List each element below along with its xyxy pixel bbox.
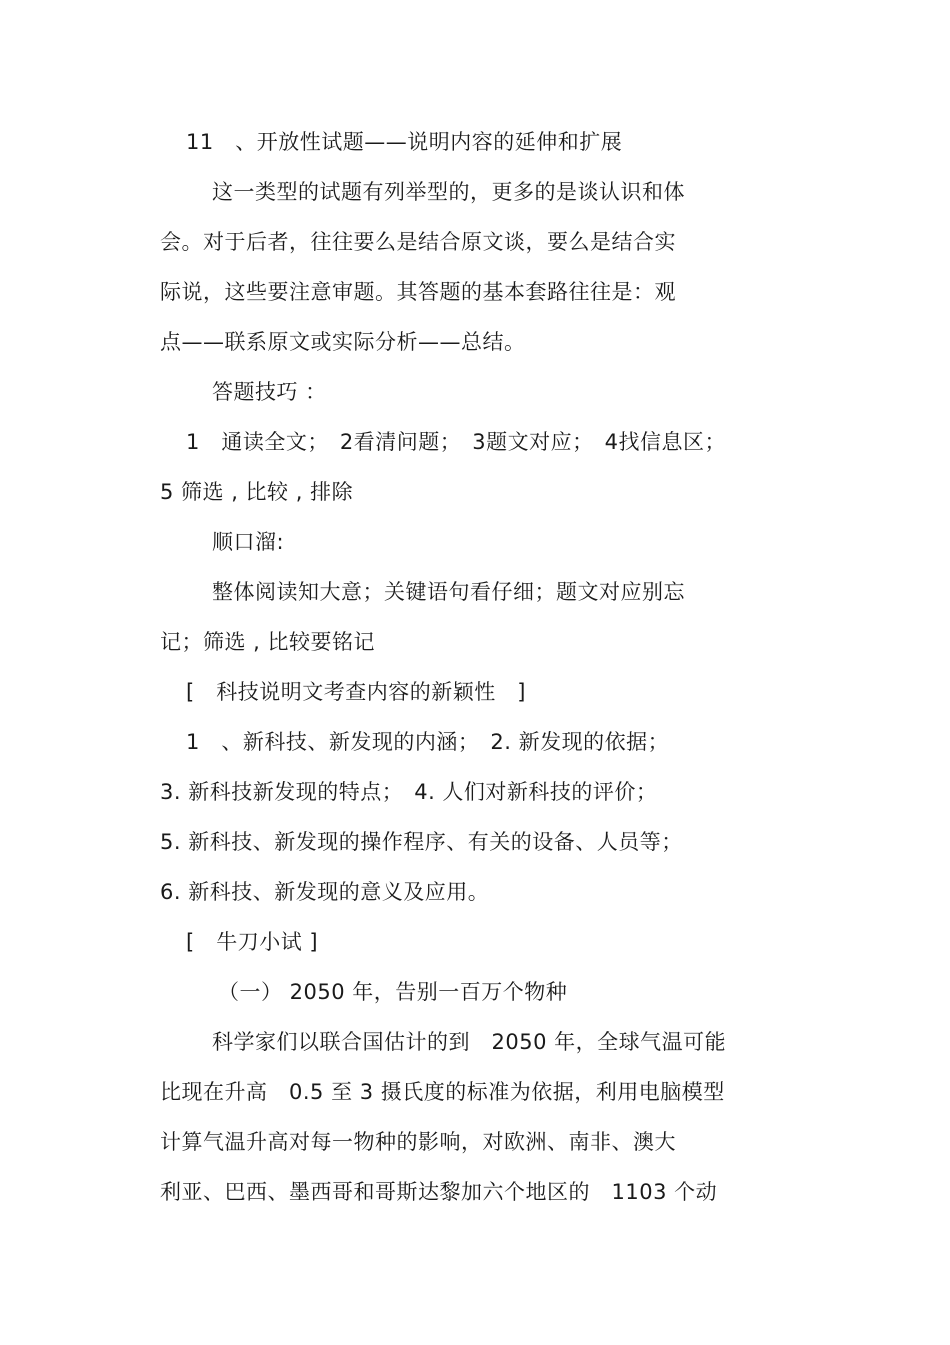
novelty-list-line: 5. 新科技、新发现的操作程序、有关的设备、人员等； <box>160 830 683 854</box>
paragraph-line: 这一类型的试题有列举型的，更多的是谈认识和体 <box>212 180 685 204</box>
tips-list-line: 5 筛选 , 比较 , 排除 <box>160 480 354 504</box>
answer-tips-heading: 答题技巧 ： <box>212 380 327 404</box>
novelty-list-line: 1 、新科技、新发现的内涵； 2. 新发现的依据； <box>186 730 670 754</box>
article-paragraph-line: 计算气温升高对每一物种的影响，对欧洲、南非、澳大 <box>160 1130 676 1154</box>
article-title: （一） 2050 年，告别一百万个物种 <box>218 980 568 1004</box>
section-heading-novelty: [ 科技说明文考查内容的新颖性 ] <box>186 680 526 704</box>
rhyme-line: 整体阅读知大意；关键语句看仔细；题文对应别忘 <box>212 580 685 604</box>
article-paragraph-line: 利亚、巴西、墨西哥和哥斯达黎加六个地区的 1103 个动 <box>160 1180 718 1204</box>
novelty-list-line: 3. 新科技新发现的特点； 4. 人们对新科技的评价； <box>160 780 658 804</box>
article-paragraph-line: 比现在升高 0.5 至 3 摄氏度的标准为依据，利用电脑模型 <box>160 1080 725 1104</box>
section-heading-practice: [ 牛刀小试 ] <box>186 930 319 954</box>
paragraph-line: 点——联系原文或实际分析——总结。 <box>160 330 526 354</box>
rhyme-heading: 顺口溜: <box>212 530 285 554</box>
article-paragraph-line: 科学家们以联合国估计的到 2050 年，全球气温可能 <box>212 1030 727 1054</box>
rhyme-line: 记；筛选 , 比较要铭记 <box>160 630 376 654</box>
paragraph-line: 会。对于后者，往往要么是结合原文谈，要么是结合实 <box>160 230 676 254</box>
tips-list-line: 1 通读全文； 2看清问题； 3题文对应； 4找信息区； <box>186 430 726 454</box>
novelty-list-line: 6. 新科技、新发现的意义及应用。 <box>160 880 490 904</box>
paragraph-line: 际说，这些要注意审题。其答题的基本套路往往是：观 <box>160 280 676 304</box>
section-heading-open-questions: 11 、开放性试题——说明内容的延伸和扩展 <box>186 130 623 154</box>
